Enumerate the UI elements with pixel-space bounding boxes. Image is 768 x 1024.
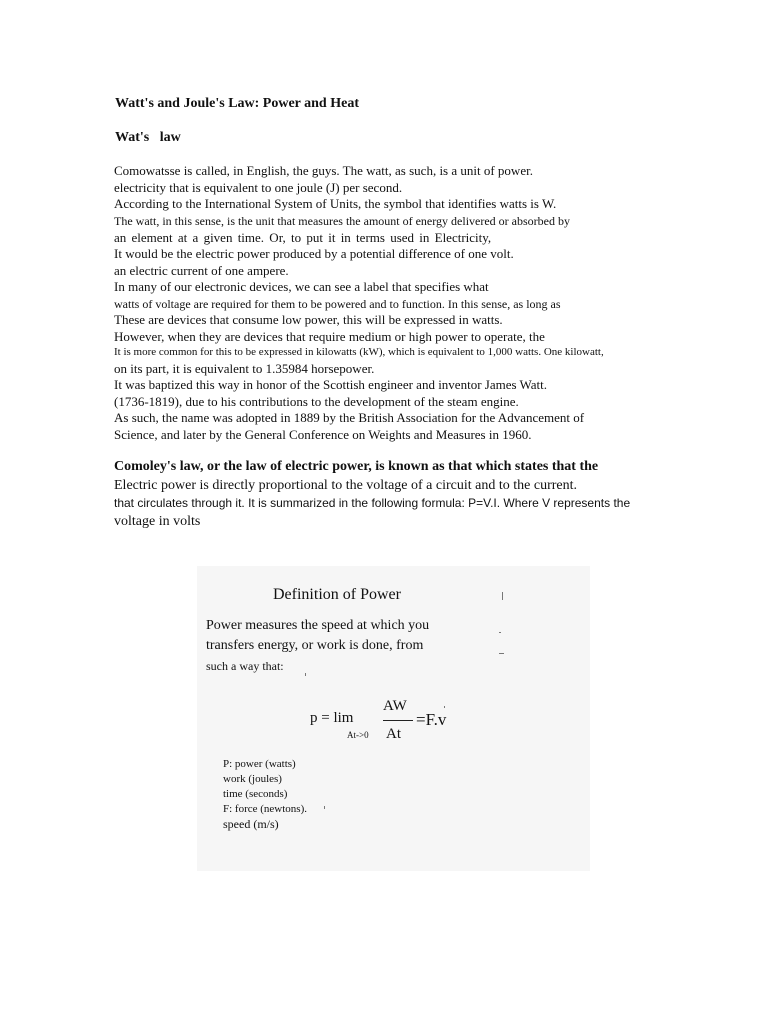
legend-item: speed (m/s) bbox=[223, 817, 279, 831]
figure-title: Definition of Power bbox=[273, 586, 401, 603]
paragraph-line: However, when they are devices that require medium or high power to operate, the bbox=[114, 329, 545, 344]
paragraph-line: an element at a given time. Or, to put it in terms used in Electricity, bbox=[114, 230, 492, 245]
paragraph-line: Comowatsse is called, in English, the guys. The watt, as such, is a unit of power. bbox=[114, 163, 533, 178]
document-title: Watt's and Joule's Law: Power and Heat bbox=[115, 96, 359, 111]
formula-rhs: =F.v bbox=[416, 710, 447, 729]
speck-mark bbox=[305, 673, 306, 676]
comoley-line: Electric power is directly proportional to the voltage of a circuit and to the current. bbox=[114, 478, 577, 493]
legend-item: F: force (newtons). bbox=[223, 803, 308, 815]
paragraph-line: Science, and later by the General Conference on Weights and Measures in 1960. bbox=[114, 427, 532, 442]
paragraph-line: The watt, in this sense, is the unit that measures the amount of energy delivered or absorbed by bbox=[114, 214, 570, 228]
figure-text-line: Power measures the speed at which you bbox=[206, 618, 430, 633]
paragraph-line: electricity that is equivalent to one joule (J) per second. bbox=[114, 180, 403, 195]
paragraph-line: It was baptized this way in honor of the Scottish engineer and inventor James Watt. bbox=[114, 377, 548, 392]
comoley-line: voltage in volts bbox=[114, 514, 201, 529]
paragraph-line: As such, the name was adopted in 1889 by the British Association for the Advancement of bbox=[114, 410, 585, 425]
paragraph-line: In many of our electronic devices, we can see a label that specifies what bbox=[114, 279, 489, 294]
legend-item: time (seconds) bbox=[223, 788, 288, 800]
paragraph-line: on its part, it is equivalent to 1.35984 horsepower. bbox=[114, 361, 375, 376]
paragraph-line: It would be the electric power produced by a potential difference of one volt. bbox=[114, 246, 514, 261]
speck-mark bbox=[502, 592, 503, 600]
formula-numerator: AW bbox=[383, 698, 407, 714]
paragraph-line: According to the International System of Units, the symbol that identifies watts is W. bbox=[114, 196, 557, 211]
formula-lhs: p = lim bbox=[310, 710, 354, 726]
paragraph-line: (1736-1819), due to his contributions to the development of the steam engine. bbox=[114, 394, 519, 409]
paragraph-line: These are devices that consume low power, this will be expressed in watts. bbox=[114, 312, 503, 327]
figure-small-line: such a way that: bbox=[206, 659, 284, 673]
speck-mark bbox=[499, 632, 501, 633]
speck-mark bbox=[324, 806, 325, 809]
comoley-heading: Comoley's law, or the law of electric power, is known as that which states that the bbox=[114, 459, 599, 474]
figure-text-line: transfers energy, or work is done, from bbox=[206, 638, 424, 653]
legend-item: work (joules) bbox=[223, 773, 282, 785]
speck-mark bbox=[444, 706, 445, 708]
formula-limit: At->0 bbox=[347, 730, 369, 740]
section-title: Wat's law bbox=[115, 130, 181, 145]
power-definition-figure bbox=[197, 566, 590, 871]
speck-mark bbox=[499, 653, 504, 654]
fraction-bar bbox=[383, 720, 413, 721]
comoley-line: that circulates through it. It is summarized in the following formula: P=V.I. Where V represents the bbox=[114, 496, 631, 510]
paragraph-line: an electric current of one ampere. bbox=[114, 263, 289, 278]
legend-item: P: power (watts) bbox=[223, 758, 296, 770]
formula-denominator: At bbox=[386, 726, 401, 742]
paragraph-line: watts of voltage are required for them to be powered and to function. In this sense, as long as bbox=[114, 297, 561, 311]
paragraph-line: It is more common for this to be expressed in kilowatts (kW), which is equivalent to 1,000 watts. One kilowatt, bbox=[114, 346, 604, 358]
